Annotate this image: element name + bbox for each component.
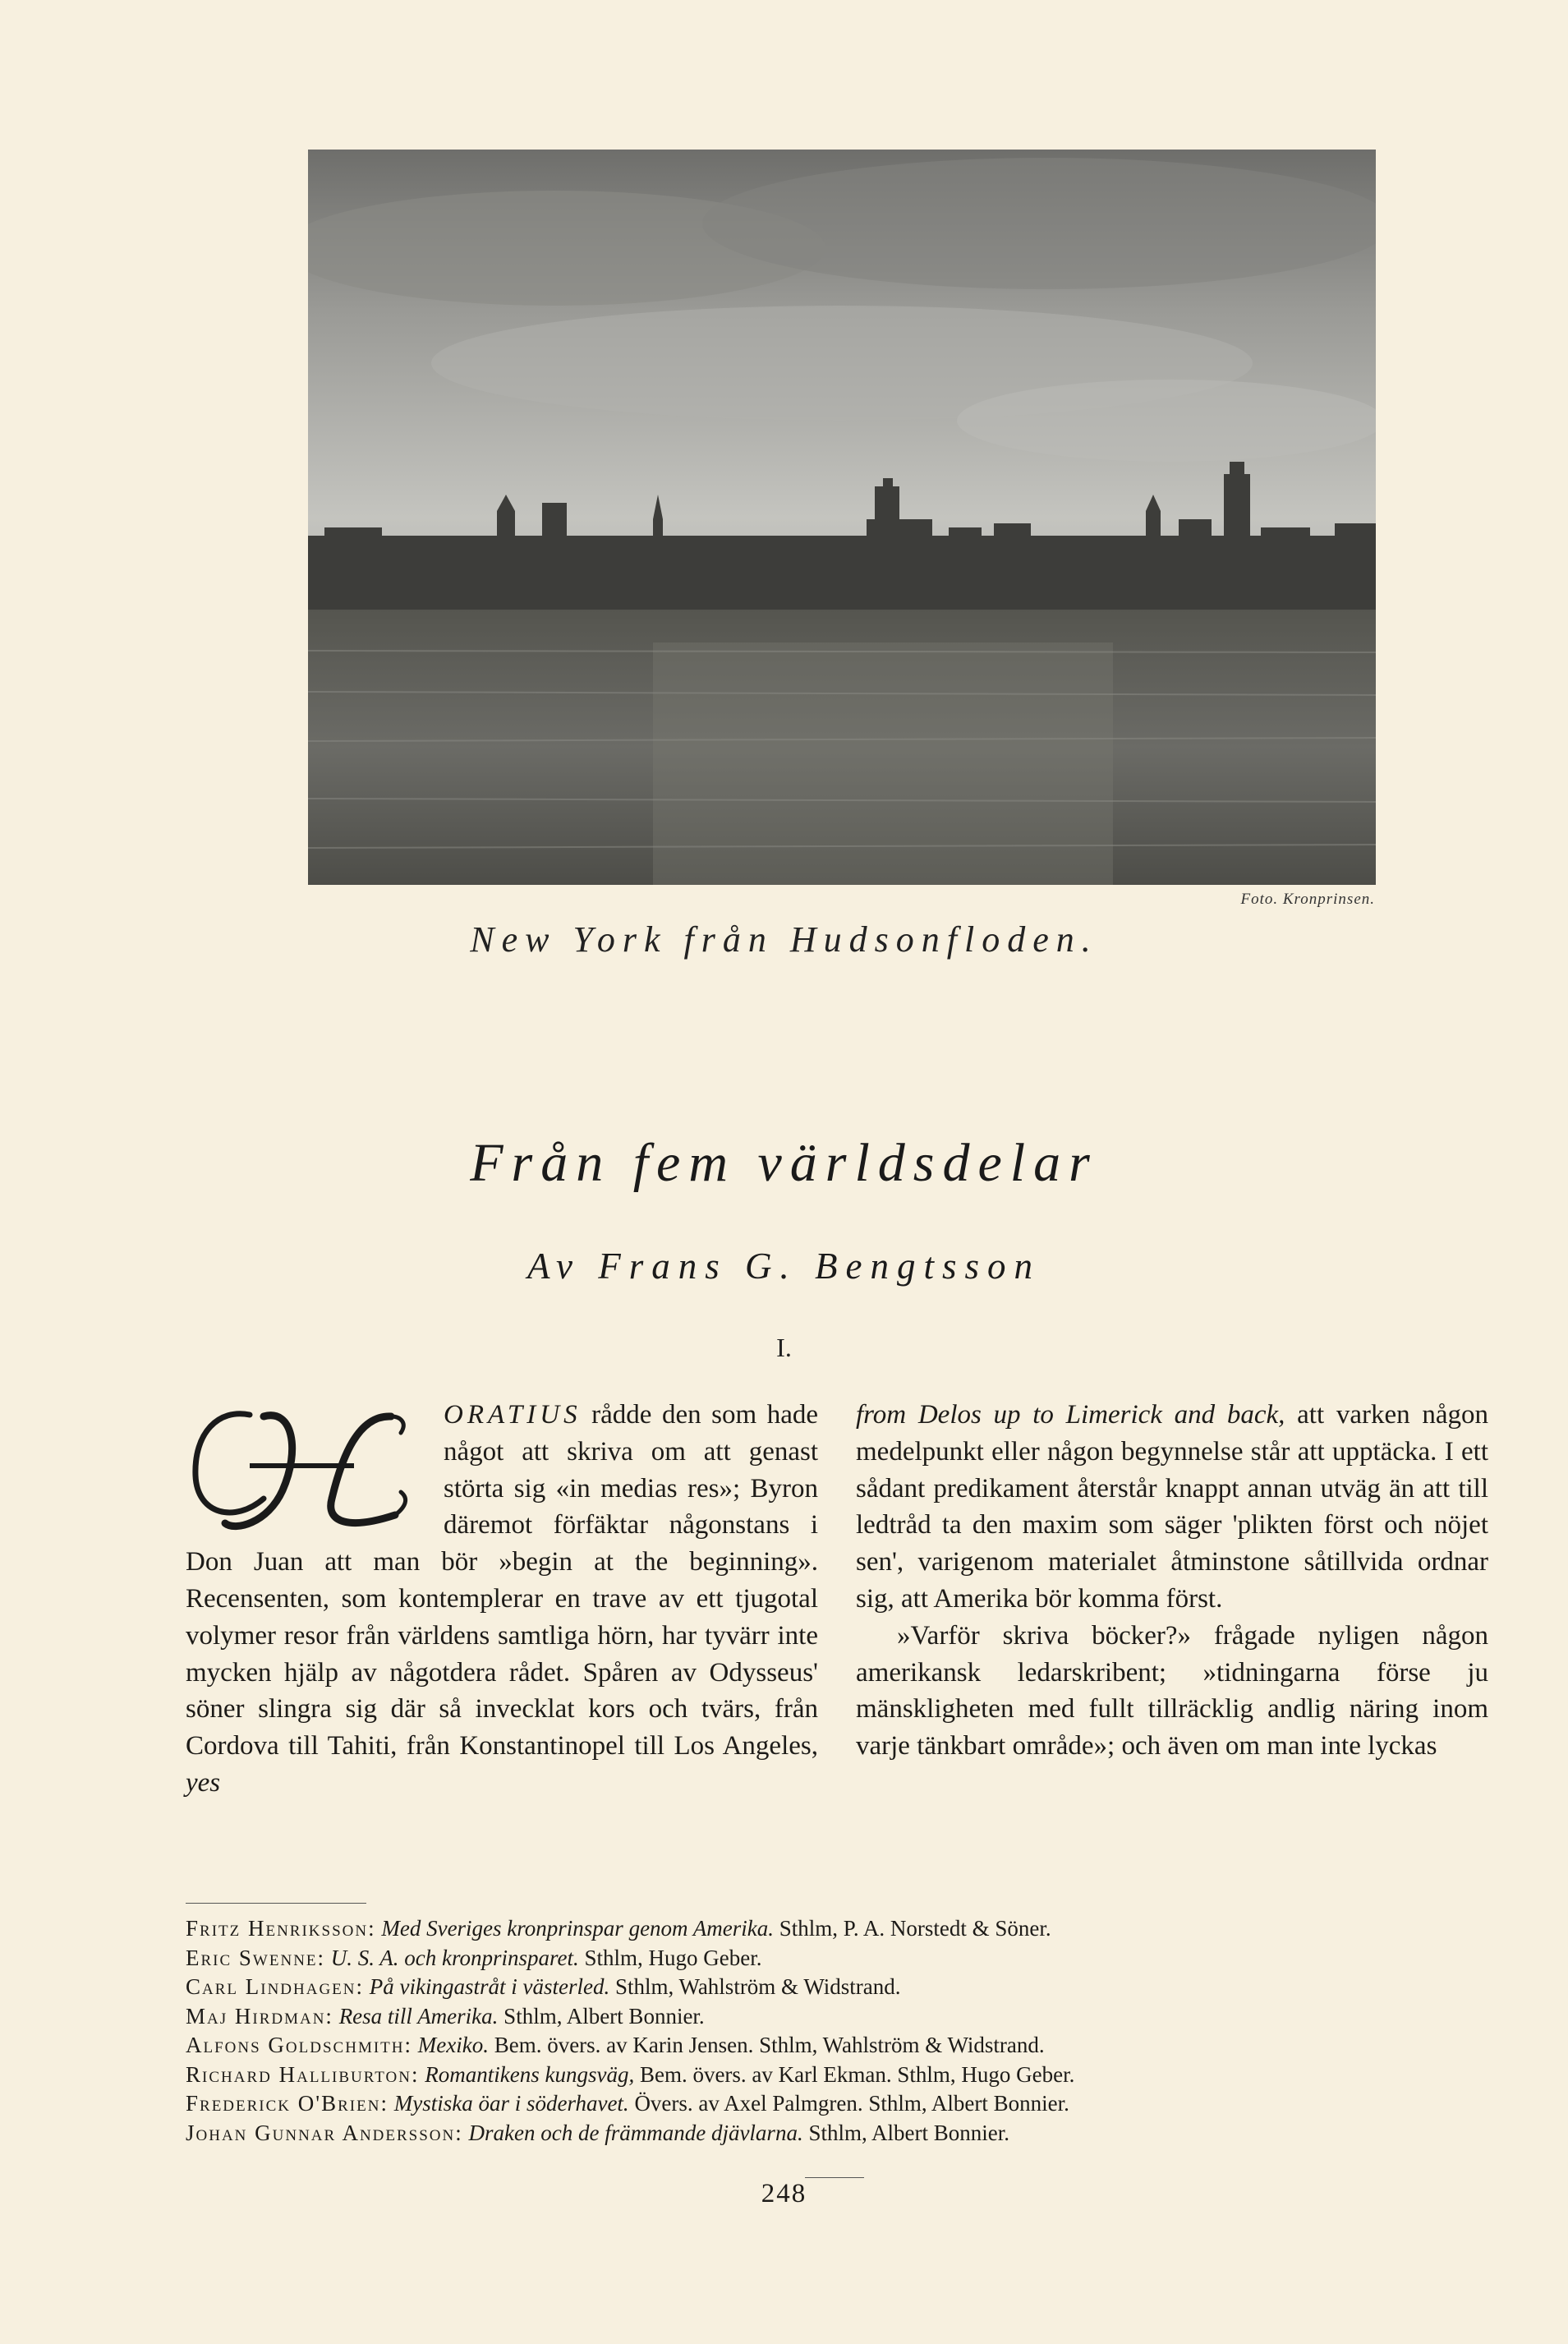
photo-caption: New York från Hudsonfloden. xyxy=(470,919,1098,960)
article-title: Från fem världsdelar xyxy=(470,1133,1098,1193)
reference-list xyxy=(186,1914,1467,2148)
reference-item: Frederick O'Brien: Mystiska öar i söderhavet. Övers. av Axel Palmgren. Sthlm, Albert Bonnier. xyxy=(186,2091,1069,2116)
right-paragraph-2: »Varför skriva böcker?» frågade nyligen någon amerikansk ledarskribent; »tidningarna förse ju mänskligheten med fullt tillräcklig andlig näring inom varje tänkbart område»; och även om man inte lyckas xyxy=(856,1620,1488,1761)
reference-item: Richard Halliburton: Romantikens kungsväg, Bem. övers. av Karl Ekman. Sthlm, Hugo Geber. xyxy=(186,2061,1075,2087)
right-paragraph-1-italic: from Delos up to Limerick and back, xyxy=(856,1400,1285,1430)
left-paragraph-1-tail: yes xyxy=(186,1767,221,1798)
reference-item: Alfons Goldschmith: Mexiko. Bem. övers. av Karin Jensen. Sthlm, Wahlström & Widstrand. xyxy=(186,2033,1045,2057)
reference-item: Eric Swenne: U. S. A. och kronprinsparet. Sthlm, Hugo Geber. xyxy=(186,1945,762,1970)
photo-credit: Foto. Kronprinsen. xyxy=(1240,891,1375,908)
reference-item: Johan Gunnar Andersson: Draken och de främmande djävlarna. Sthlm, Albert Bonnier. xyxy=(186,2120,1009,2145)
right-paragraph-1: att varken någon medelpunkt eller någon begynnelse står att upptäcka. I ett sådant predikament återstår knappt annan utväg än att till ledtråd ta den maxim som säger 'plikten först och nöjet sen', varigenom materialet åtminstone såtillvida ordnar sig, att Amerika bör komma först. xyxy=(856,1400,1489,1614)
article-byline: Av Frans G. Bengtsson xyxy=(527,1246,1041,1287)
left-paragraph-1: rådde den som hade något att skriva om att genast störta sig «in medias res»; Byron däremot förfäktar någonstans i Don Juan att man bör »begin at the beginning». Recensenten, som kontemplerar en trave av ett tjugotal volymer resor från världens samtliga hörn, har tyvärr inte mycken hjälp av någotdera rådet. Spåren av Odysseus' söner slingra sig där så invecklat kors och tvärs, från Cordova till Tahiti, från Konstantinopel till Los Angeles, xyxy=(186,1400,818,1761)
lead-word: ORATIUS xyxy=(444,1400,582,1430)
footnote-rule xyxy=(186,1903,366,1904)
section-number: I. xyxy=(776,1333,792,1362)
left-column xyxy=(186,1397,818,1802)
right-column xyxy=(856,1397,1488,1765)
reference-item: Carl Lindhagen: På vikingastråt i västerled. Sthlm, Wahlström & Widstrand. xyxy=(186,1974,901,1999)
page-number-rule xyxy=(805,2177,864,2178)
reference-item: Fritz Henriksson: Med Sveriges kronprinspar genom Amerika. Sthlm, P. A. Norstedt & Söner. xyxy=(186,1916,1051,1941)
drop-cap-h xyxy=(186,1400,432,1540)
new-york-photograph xyxy=(308,150,1376,885)
drop-cap-h-glyph xyxy=(186,1400,432,1540)
skyline-illustration xyxy=(308,150,1376,885)
reference-item: Maj Hirdman: Resa till Amerika. Sthlm, Albert Bonnier. xyxy=(186,2003,705,2029)
page-number: 248 xyxy=(761,2179,807,2208)
